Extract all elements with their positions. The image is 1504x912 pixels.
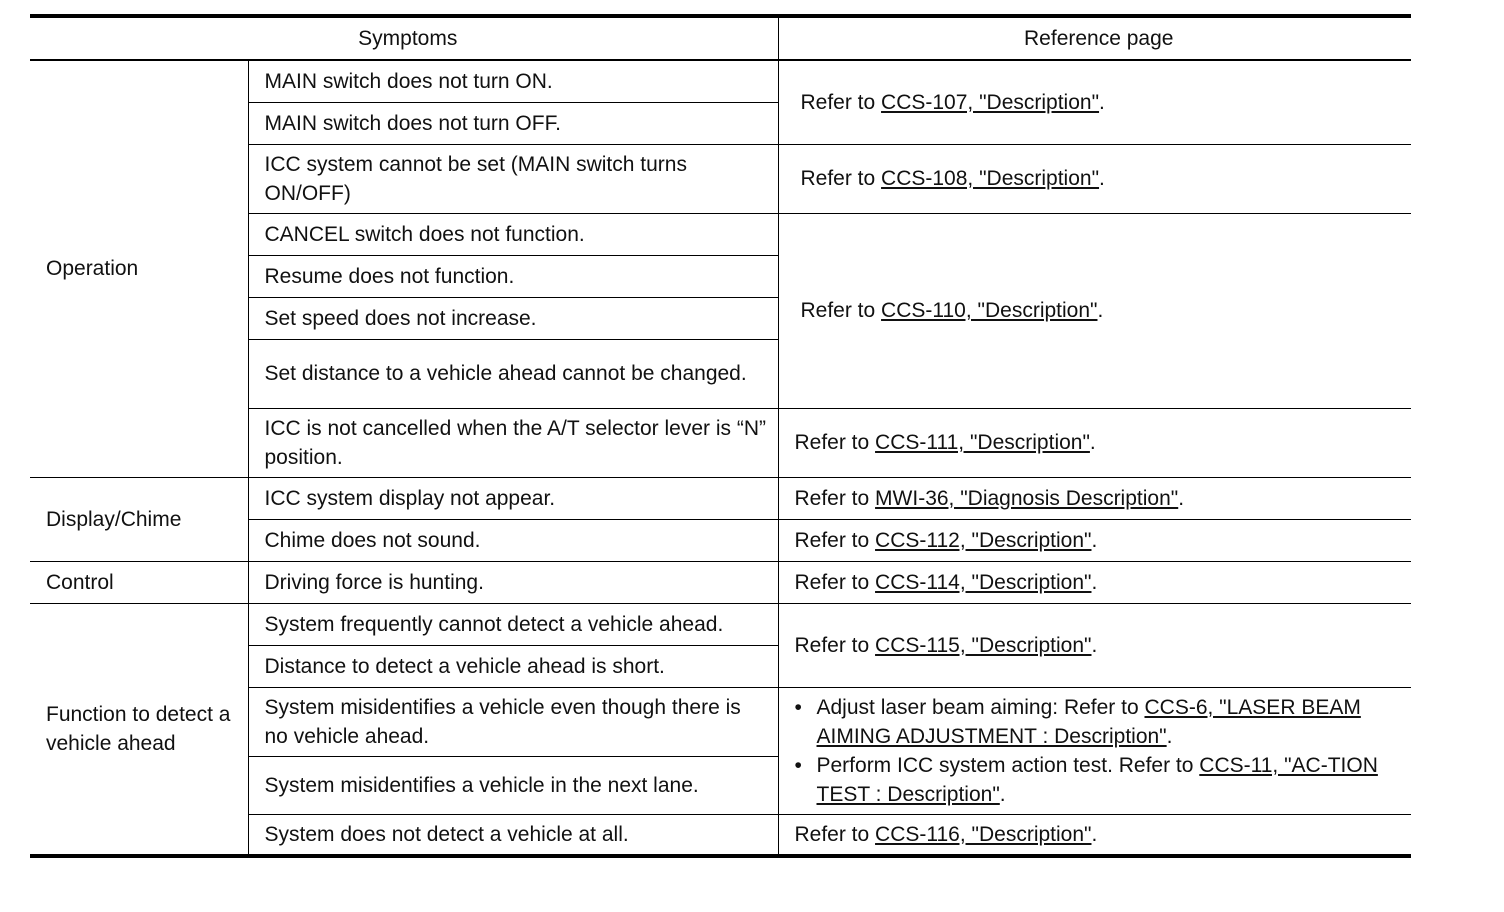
symptom-cell: ICC system cannot be set (MAIN switch turns ON/OFF)	[248, 144, 778, 213]
reference-cell: Refer to MWI-36, "Diagnosis Description".	[778, 477, 1411, 519]
symptom-cell: Chime does not sound.	[248, 519, 778, 561]
symptoms-header: Symptoms	[30, 16, 778, 60]
reference-link[interactable]: CCS-114, "Description"	[875, 570, 1092, 594]
symptom-cell: System misidentifies a vehicle even though there is no vehicle ahead.	[248, 687, 778, 756]
ref-prefix: Refer to	[794, 822, 876, 846]
ref-prefix: Refer to	[800, 90, 882, 114]
reference-link[interactable]: CCS-111, "Description"	[875, 431, 1090, 454]
reference-cell: Refer to CCS-115, "Description".	[778, 603, 1411, 687]
reference-cell: Refer to CCS-110, "Description".	[778, 213, 1411, 408]
symptom-cell: ICC is not cancelled when the A/T selector lever is “N” position.	[248, 408, 778, 477]
reference-link[interactable]: CCS-115, "Description"	[875, 633, 1092, 657]
reference-link[interactable]: CCS-108, "Description"	[881, 167, 1100, 190]
symptom-cell: System does not detect a vehicle at all.	[248, 814, 778, 856]
table-row	[30, 477, 1411, 519]
ref-prefix: Refer to	[800, 299, 882, 322]
reference-link[interactable]: CCS-110, "Description"	[881, 299, 1098, 322]
reference-cell: Refer to CCS-116, "Description".	[778, 814, 1411, 856]
category-function-detect: Function to detect a vehicle ahead	[30, 603, 248, 856]
symptom-table	[30, 14, 1411, 858]
reference-cell: Refer to CCS-114, "Description".	[778, 561, 1411, 603]
bullet-text: Perform ICC system action test. Refer to	[816, 753, 1200, 777]
bullet-list	[795, 693, 1404, 809]
category-operation: Operation	[30, 60, 248, 477]
ref-prefix: Refer to	[794, 431, 876, 454]
reference-link[interactable]: CCS-116, "Description"	[875, 822, 1092, 846]
symptom-cell: Set speed does not increase.	[248, 297, 778, 339]
symptom-cell: System misidentifies a vehicle in the next lane.	[248, 756, 778, 814]
reference-cell	[778, 687, 1411, 814]
reference-link[interactable]: CCS-6, "LASER BEAM AIMING ADJUSTMENT : Description"	[816, 695, 1361, 748]
reference-link[interactable]: MWI-36, "Diagnosis Description"	[875, 486, 1179, 510]
table-row	[30, 561, 1411, 603]
symptom-cell: Distance to detect a vehicle ahead is short.	[248, 645, 778, 687]
header-row	[30, 16, 1411, 60]
ref-prefix: Refer to	[794, 486, 876, 510]
reference-cell: Refer to CCS-111, "Description".	[778, 408, 1411, 477]
reference-link[interactable]: CCS-112, "Description"	[875, 528, 1092, 552]
bullet-item: • Perform ICC system action test. Refer to CCS-11, "AC-TION TEST : Description".	[795, 751, 1404, 809]
reference-page-header: Reference page	[778, 16, 1411, 60]
symptom-cell: Driving force is hunting.	[248, 561, 778, 603]
symptom-cell: MAIN switch does not turn OFF.	[248, 102, 778, 144]
symptom-cell: Resume does not function.	[248, 255, 778, 297]
ref-prefix: Refer to	[800, 167, 882, 190]
reference-link[interactable]: CCS-11, "AC-TION TEST : Description"	[816, 753, 1378, 806]
reference-link[interactable]: CCS-107, "Description"	[881, 90, 1100, 114]
symptom-cell: Set distance to a vehicle ahead cannot be changed.	[248, 339, 778, 408]
reference-cell: Refer to CCS-112, "Description".	[778, 519, 1411, 561]
table-row	[30, 603, 1411, 645]
reference-cell: Refer to CCS-107, "Description".	[778, 60, 1411, 144]
ref-prefix: Refer to	[794, 528, 876, 552]
symptom-cell: MAIN switch does not turn ON.	[248, 60, 778, 102]
ref-prefix: Refer to	[794, 570, 876, 594]
category-display-chime: Display/Chime	[30, 477, 248, 561]
symptom-cell: System frequently cannot detect a vehicle ahead.	[248, 603, 778, 645]
ref-prefix: Refer to	[794, 633, 876, 657]
category-control: Control	[30, 561, 248, 603]
bullet-text: Adjust laser beam aiming: Refer to	[816, 695, 1145, 719]
table-row	[30, 60, 1411, 102]
symptom-cell: ICC system display not appear.	[248, 477, 778, 519]
bullet-item: • Adjust laser beam aiming: Refer to CCS-6, "LASER BEAM AIMING ADJUSTMENT : Description".	[795, 693, 1404, 751]
symptom-cell: CANCEL switch does not function.	[248, 213, 778, 255]
reference-cell: Refer to CCS-108, "Description".	[778, 144, 1411, 213]
